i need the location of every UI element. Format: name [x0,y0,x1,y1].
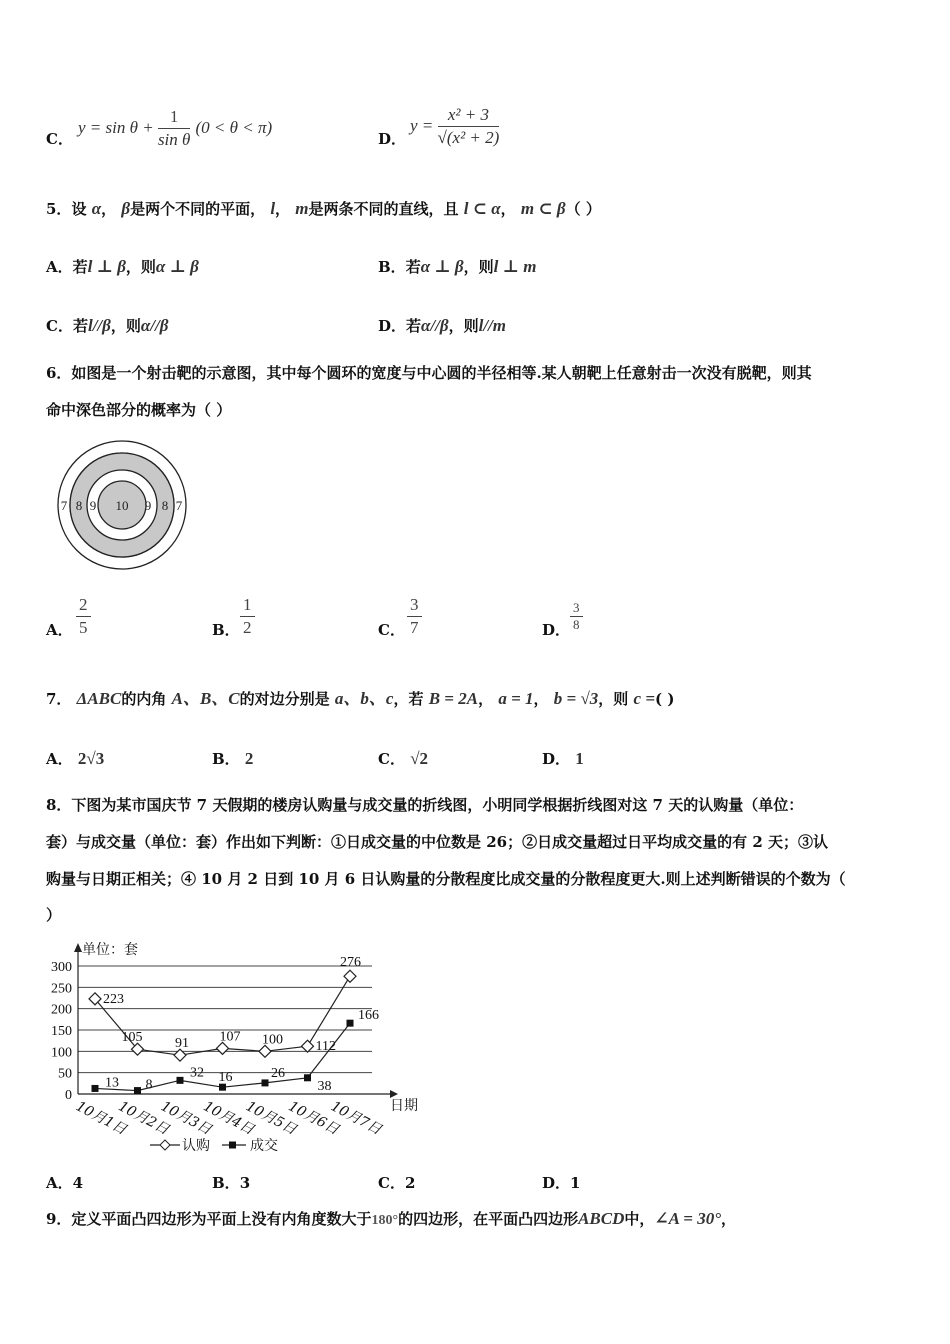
q9-stem: 9．定义平面凸四边形为平面上没有内角度数大于180°的四边形，在平面凸四边形ABCD中，∠A = 30°， [46,1209,737,1228]
chart-x-tick-label: 10月7日 [328,1098,384,1139]
q6-stem-line2: 命中深色部分的概率为（ ） [46,401,232,419]
chart-data-label: 223 [103,991,124,1007]
q8-stem-line3: 购量与日期正相关；④ 10 月 2 日到 10 月 6 日认购量的分散程度比成交量的分散程度更大.则上述判断错误的个数为（ [46,870,846,888]
target-label-9-left: 9 [89,498,97,513]
q8-option-b: B．3 [212,1174,251,1192]
chart-y-tick-label: 100 [51,1045,72,1061]
chart-y-tick-label: 250 [51,981,72,997]
chart-x-tick-label: 10月4日 [200,1098,257,1139]
chart-x-tick-label: 10月5日 [243,1098,299,1139]
q6-option-b-label: B． [212,621,240,639]
chart-y-axis-arrow [74,943,82,952]
q4-optC-den: sin θ [157,130,191,149]
q6-option-d-label: D． [542,621,571,639]
chart-data-label: 105 [121,1030,143,1046]
chart-point-transaction [92,1085,99,1092]
q4-optC-lhs: y = sin θ + [78,118,158,137]
chart-point-transaction [177,1077,184,1084]
chart-data-label: 107 [219,1029,241,1045]
shooting-target [52,438,192,578]
q7-option-a: A． 2√3 [46,749,105,768]
q6-option-a-label: A． [46,621,73,639]
q7-option-b: B． 2 [212,749,254,768]
q4-optC-formula [78,106,272,151]
q6-option-d-frac: $\frac{3}{8}$ [570,600,583,633]
target-label-8-left: 8 [75,498,83,513]
chart-y-tick-label: 200 [51,1002,72,1018]
target-label-8-right: 8 [161,498,169,513]
chart-point-subscription [344,970,356,982]
q6-option-a-frac: $\frac{2}{5}$ [76,594,91,639]
chart-x-axis-arrow [390,1090,398,1098]
chart-y-tick-label: 300 [51,960,72,975]
chart-data-label: 32 [190,1065,204,1081]
q4-optC-num: 1 [158,106,190,129]
q7-option-c: C． √2 [378,749,429,768]
q5-stem: 5．设 α， β是两个不同的平面， l， m是两条不同的直线，且 l ⊂ α， m ⊂ β（ ） [46,199,601,218]
q8-option-c: C．2 [378,1174,416,1192]
legend-marker-subscription [160,1140,170,1150]
chart-data-label: 91 [175,1036,189,1052]
q6-option-b-frac: $\frac{1}{2}$ [240,594,255,639]
q4-optD-lhs: y = [410,116,438,135]
q6-option-c-label: C． [378,621,405,639]
q5-option-c: C．若l//β，则α//β [46,316,169,335]
q8-option-a: A．4 [46,1174,84,1192]
target-label-7-left: 7 [60,498,68,513]
q4-optD-label: D． [378,130,407,148]
chart-data-label: 8 [145,1077,153,1093]
chart-x-tick-label: 10月3日 [158,1098,214,1139]
target-label-7-right: 7 [175,498,183,513]
target-label-9-right: 9 [144,498,152,513]
chart-data-label: 166 [358,1008,379,1024]
q7-option-d: D． 1 [542,749,584,768]
chart-point-transaction [262,1079,269,1086]
chart-point-transaction [304,1074,311,1081]
chart-data-label: 16 [218,1070,233,1086]
q6-option-c-frac: $\frac{3}{7}$ [407,594,422,639]
legend-marker-transaction [229,1142,236,1149]
chart-data-label: 112 [315,1039,336,1055]
target-label-10: 10 [115,498,129,513]
chart-point-transaction [347,1020,354,1027]
legend-label-transaction: 成交 [250,1138,278,1154]
chart-x-axis-label: 日期 [390,1098,418,1114]
q4-optD-num: x² + 3 [438,104,500,127]
q8-option-d: D．1 [542,1174,581,1192]
chart-y-tick-label: 150 [51,1024,72,1039]
chart-data-label: 100 [262,1032,283,1048]
q6-stem-line1: 6．如图是一个射击靶的示意图，其中每个圆环的宽度与中心圆的半径相等.某人朝靶上任意射击一次没有脱靶，则其 [46,364,812,382]
q7-stem: 7． ΔABC的内角 A、B、C的对边分别是 a、b、c，若 B = 2A， a = 1， b = √3，则 c =( ) [46,689,675,708]
chart-point-subscription [302,1040,314,1052]
q8-stem-line1: 8．下图为某市国庆节 7 天假期的楼房认购量与成交量的折线图，小明同学根据折线图对这 7 天的认购量（单位： [46,796,804,814]
q4-optD-formula [410,104,499,149]
chart-data-label: 38 [317,1078,332,1094]
chart-data-label: 26 [271,1065,285,1081]
q8-stem-line2: 套）与成交量（单位：套）作出如下判断：①日成交量的中位数是 26；②日成交量超过日平均成交量的有 2 天；③认 [46,833,828,851]
q5-option-d: D．若α//β，则l//m [378,316,507,335]
line-chart [40,932,440,1160]
q4-optC-cond: (0 < θ < π) [195,118,273,137]
chart-y-tick-label: 50 [58,1066,72,1082]
chart-data-label: 276 [340,955,361,971]
q5-option-a: A．若l ⊥ β，则α ⊥ β [46,257,199,276]
q8-stem-line4: ） [46,906,62,924]
q4-optD-den: √(x² + 2) [437,128,500,147]
q5-option-b: B．若α ⊥ β，则l ⊥ m [378,257,537,276]
chart-data-label: 13 [105,1075,119,1091]
legend-label-subscription: 认购 [182,1138,210,1154]
chart-point-transaction [134,1087,141,1094]
chart-x-tick-label: 10月1日 [73,1098,129,1139]
chart-x-tick-label: 10月6日 [285,1098,342,1139]
chart-y-tick-label: 0 [65,1088,72,1103]
chart-y-axis-label: 单位：套 [82,942,138,958]
q4-optC-label: C． [46,130,73,148]
chart-x-tick-label: 10月2日 [115,1098,172,1139]
